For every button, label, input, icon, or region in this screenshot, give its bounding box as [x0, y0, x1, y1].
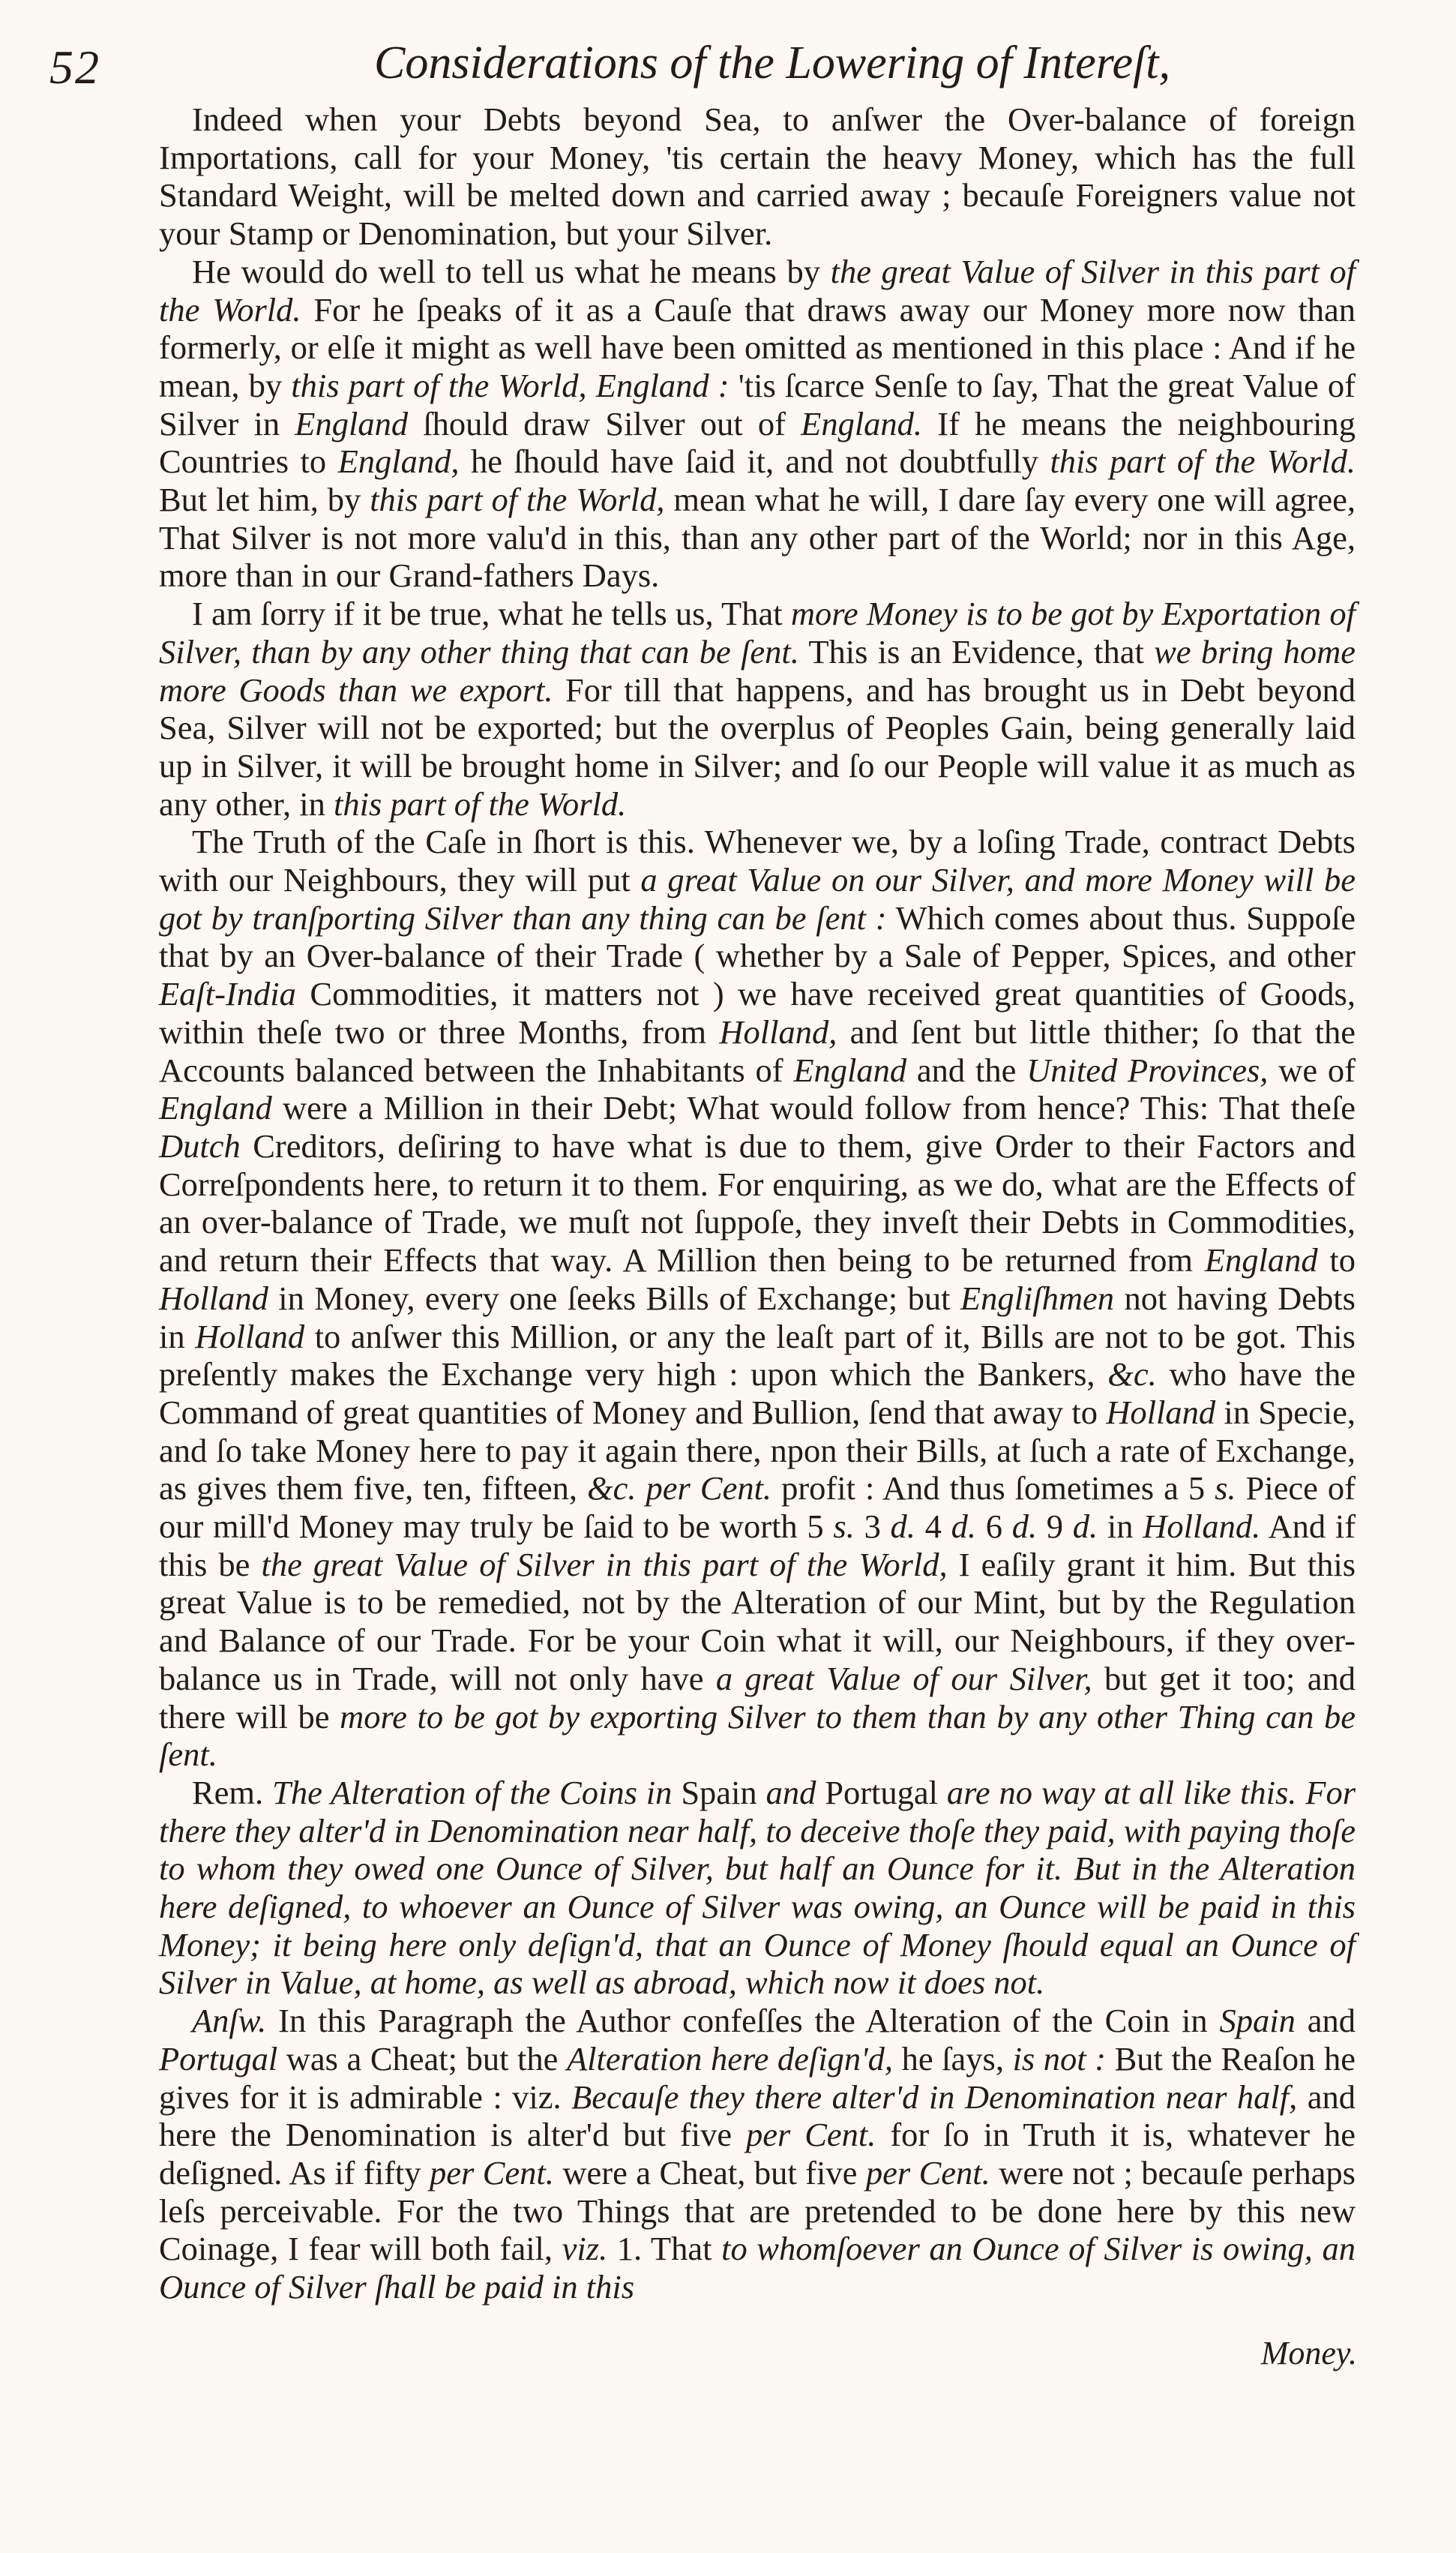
italic-run: this part of the World,: [370, 481, 665, 519]
paragraph: [159, 823, 1356, 1774]
italic-run: and: [756, 1773, 825, 1811]
italic-run: Becauſe they there alter'd in Denomination near half,: [571, 2078, 1298, 2116]
text-run: In this Paragraph the Author confeſſes the Alteration of the Coin in: [266, 2002, 1220, 2040]
text-run: 6: [976, 1508, 1012, 1546]
italic-run: Portugal: [159, 2039, 278, 2078]
text-run: For till that happens, and has brought us in Debt beyond Sea, Silver will not be exported; but the overplus of Peoples Gain, being generally laid up in Silver, it will be brought home in Silver; and ſo our People will value it as much as any other, in: [159, 670, 1356, 823]
text-run: were a Cheat, but five: [553, 2153, 866, 2192]
text-run: in Money, every one ſeeks Bills of Exchange; but: [268, 1279, 960, 1317]
text-run: to anſwer this Million, or any the leaſt part of it, Bills are not to be got. This preſently makes the Exchange very high : upon which the Bankers,: [159, 1317, 1356, 1394]
text-run: we of: [1268, 1051, 1356, 1089]
italic-run: per Cent.: [429, 2153, 554, 2192]
text-run: and ſent but little thither; ſo that the Accounts balanced between the Inhabitants of: [159, 1012, 1356, 1089]
text-run: profit : And thus ſometimes a 5: [771, 1469, 1215, 1508]
italic-run: per Cent.: [865, 2153, 990, 2192]
italic-run: Eaſt-India: [159, 975, 296, 1013]
text-run: he ſhould have ſaid it, and not doubtfully: [459, 442, 1050, 481]
italic-run: more Money is to be got by Exportation of Silver, than by any other thing that can be ſent.: [159, 595, 1356, 670]
italic-run: &c. per Cent.: [587, 1469, 772, 1508]
text-run: not having Debts in: [159, 1279, 1356, 1355]
paragraph: [159, 1774, 1356, 2002]
italic-run: England,: [337, 442, 460, 481]
text-run: This is an Evidence, that: [798, 632, 1155, 670]
italic-run: Spain: [1219, 2002, 1296, 2040]
italic-run: d.: [1072, 1508, 1098, 1546]
text-run: were not ; becauſe perhaps leſs perceivable. For the two Things that are pretended to be done here by this new Coinage, I fear will both fail,: [159, 2153, 1356, 2268]
paragraph: [159, 2002, 1356, 2306]
italic-run: England: [295, 404, 409, 442]
italic-run: this part of the World.: [1050, 442, 1356, 481]
italic-run: d.: [890, 1508, 915, 1546]
italic-run: s.: [833, 1508, 855, 1546]
text-run: and the: [906, 1051, 1027, 1089]
text-run: I am ſorry if it be true, what he tells us, That: [192, 595, 791, 633]
text-run: for ſo in Truth it is, whatever he deſigned. As if fifty: [159, 2116, 1356, 2192]
italic-run: England: [793, 1051, 907, 1089]
body-text: [159, 100, 1356, 2306]
text-run: 1. That: [607, 2230, 722, 2268]
text-run: 'tis ſcarce Senſe to ſay, That the great Value of Silver in: [159, 366, 1356, 442]
catchword: Money.: [1260, 2335, 1357, 2372]
text-run: For he ſpeaks of it as a Cauſe that draws away our Money more now than formerly, or elſe it might as well have been omitted as mentioned in this place : And if he mean, by: [159, 290, 1356, 404]
italic-run: Engliſhmen: [960, 1279, 1115, 1317]
text-run: mean what he will, I dare ſay every one will agree, That Silver is not more valu'd in this, than any other part of the World; nor in this Age, more than in our Grand-fathers Days.: [159, 481, 1356, 595]
text-run: and: [1295, 2002, 1356, 2040]
text-run: ſhould draw Silver out of: [408, 404, 801, 442]
italic-run: we bring home more Goods than we export.: [159, 632, 1356, 709]
page-number: 52: [49, 40, 100, 94]
text-run: 9: [1037, 1508, 1073, 1546]
italic-run: the great Value of Silver in this part of the World,: [261, 1545, 948, 1583]
text-run: in: [1098, 1508, 1143, 1546]
running-head: Considerations of the Lowering of Intereſt,: [373, 38, 1171, 88]
italic-run: &c.: [1107, 1355, 1157, 1394]
text-run: Creditors, deſiring to have what is due to them, give Order to their Factors and Correſpondents here, to return it to them. For enquiring, as we do, what are the Effects of an over-balance of Trade, we muſt not ſuppoſe, they inveſt their Debts in Commodities, and return their Effects that way. A Million then being to be returned from: [159, 1126, 1356, 1280]
italic-run: Holland: [159, 1279, 268, 1317]
text-run: Rem.: [192, 1773, 273, 1811]
text-run: I eaſily grant it him. But this great Value is to be remedied, not by the Alteration of our Mint, but by the Regulation and Balance of our Trade. For be your Coin what it will, our Neighbours, if they over-balance us in Trade, will not only have: [159, 1545, 1356, 1697]
italic-run: United Provinces,: [1026, 1051, 1269, 1089]
text-run: He would do well to tell us what he means by: [192, 252, 831, 290]
italic-run: this part of the World.: [334, 784, 627, 823]
text-run: he ſays,: [893, 2039, 1013, 2078]
italic-run: Dutch: [159, 1126, 241, 1165]
text-run: were a Million in their Debt; What would follow from hence? This: That theſe: [271, 1089, 1356, 1127]
italic-run: Holland.: [1143, 1508, 1261, 1546]
text-run: The Truth of the Caſe in ſhort is this. Whenever we, by a loſing Trade, contract Debts with our Neighbours, they will put: [159, 823, 1356, 899]
italic-run: a great Value on our Silver, and more Money will be got by tranſporting Silver than any thing can be ſent :: [159, 861, 1356, 937]
paragraph: [159, 253, 1356, 595]
italic-run: a great Value of our Silver,: [715, 1659, 1092, 1697]
italic-run: viz.: [562, 2230, 608, 2268]
text-run: If he means the neighbouring Countries to: [159, 404, 1356, 481]
italic-run: Holland: [1106, 1393, 1216, 1431]
italic-run: more to be got by exporting Silver to them than by any other Thing can be ſent.: [159, 1697, 1356, 1774]
text-run: And if this be: [159, 1508, 1356, 1583]
italic-run: are no way at all like this. For there they alter'd in Denomination near half, to deceive thoſe they paid, with paying thoſe to whom they owed one Ounce of Silver, but half an Ounce for it. But in the Alteration here deſigned, to whoever an Ounce of Silver was owing, an Ounce will be paid in this Money; it being here only deſign'd, that an Ounce of Money ſhould equal an Ounce of Silver in Value, at home, as well as abroad, which now it does not.: [159, 1773, 1356, 2002]
italic-run: Anſw.: [192, 2002, 267, 2040]
text-run: was a Cheat; but the: [277, 2039, 567, 2078]
italic-run: England.: [801, 404, 923, 442]
text-run: 3: [854, 1508, 891, 1546]
italic-run: s.: [1215, 1469, 1236, 1508]
text-run: to: [1317, 1241, 1356, 1280]
italic-run: d.: [951, 1508, 976, 1546]
text-run: Piece of our mill'd Money may truly be ſaid to be worth 5: [159, 1469, 1356, 1546]
text-run: Commodities, it matters not ) we have received great quantities of Goods, within theſe two or three Months, from: [159, 975, 1356, 1051]
text-run: who have the Command of great quantities of Money and Bullion, ſend that away to: [159, 1355, 1356, 1431]
italic-run: Alteration here deſign'd,: [566, 2039, 894, 2078]
paragraph: [159, 100, 1356, 253]
italic-run: The Alteration of the Coins in: [272, 1773, 682, 1811]
text-run: in Specie, and ſo take Money here to pay it again there, npon their Bills, at ſuch a rate of Exchange, as gives them five, ten, fifteen,: [159, 1393, 1356, 1508]
italic-run: Holland,: [719, 1012, 837, 1051]
italic-run: to whomſoever an Ounce of Silver is owing, an Ounce of Silver ſhall be paid in this: [159, 2230, 1356, 2306]
italic-run: England: [159, 1089, 272, 1127]
text-run: but get it too; and there will be: [159, 1659, 1356, 1736]
text-run: Indeed when your Debts beyond Sea, to anſwer the Over-balance of foreign Importations, call for your Money, 'tis certain the heavy Money, which has the full Standard Weight, will be melted down and carried away ; becauſe Foreigners value not your Stamp or Denomination, but your Silver.: [159, 100, 1356, 253]
text-run: Spain: [681, 1773, 757, 1811]
italic-run: this part of the World, England :: [291, 366, 729, 404]
italic-run: d.: [1011, 1508, 1038, 1546]
italic-run: is not :: [1012, 2039, 1107, 2078]
italic-run: England: [1204, 1241, 1318, 1280]
text-run: But the Reaſon he gives for it is admirable : viz.: [159, 2039, 1356, 2116]
paragraph: [159, 595, 1356, 823]
text-run: Portugal: [825, 1773, 939, 1811]
text-run: But let him, by: [159, 481, 370, 519]
italic-run: Holland: [195, 1317, 305, 1355]
text-run: and here the Denomination is alter'd but five: [159, 2078, 1356, 2154]
text-run: 4: [915, 1508, 951, 1546]
italic-run: per Cent.: [746, 2116, 876, 2154]
text-run: Which comes about thus. Suppoſe that by an Over-balance of their Trade ( whether by a Sale of Pepper, Spices, and other: [159, 898, 1356, 975]
italic-run: the great Value of Silver in this part of the World.: [159, 252, 1356, 328]
